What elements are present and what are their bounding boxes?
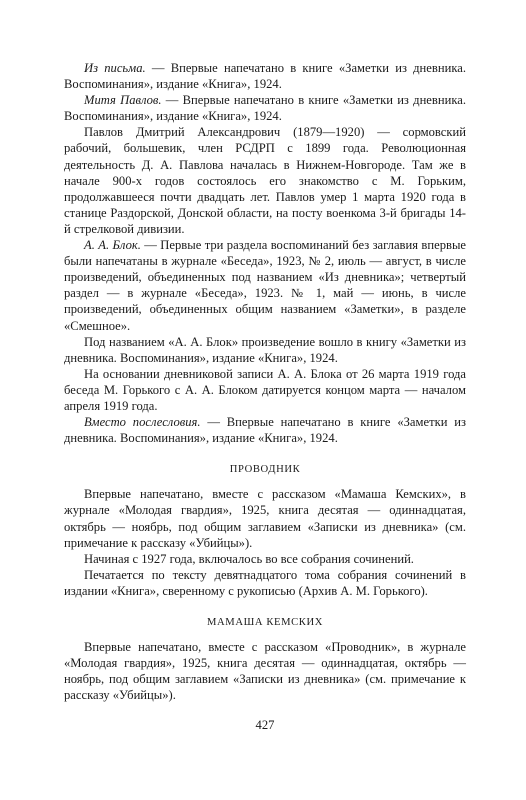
provodnik-paragraph: Начиная с 1927 года, включалось во все собрания сочинений. — [84, 551, 414, 566]
provodnik-paragraph: Впервые напечатано, вместе с рассказом «Мамаша Кемских», в журнале «Молодая гвардия», 1925, книга десятая — одиннадцатая, октябрь — ноябрь, под общим заглавием «Записки из дневника» (см. примечание к рассказу «Убийцы»). — [64, 487, 466, 550]
note-pavlov-bio — [64, 124, 466, 237]
page-text-block — [64, 60, 466, 746]
note-mitya-pavlov — [64, 92, 466, 124]
page-number: 427 — [255, 718, 275, 733]
note-vmesto-posleslovia — [64, 414, 466, 446]
mamasha-paragraph: Впервые напечатано, вместе с рассказом «Проводник», в журнале «Молодая гвардия», 1925, книга десятая — одиннадцатая, октябрь — ноябрь, под общим заглавием «Записки из дневника» (см. примечание к рассказу «Убийцы»). — [64, 640, 466, 703]
note-text: Под названием «А. А. Блок» произведение вошло в книгу «Заметки из дневника. Воспоминания», издание «Книга», 1924. — [64, 334, 466, 365]
note-text: — Первые три раздела воспоминаний без заглавия впервые были напечатаны в журнале «Беседа», 1923, № 2, июль — август, в числе произведений, объединенных под названием «Из дневника»; четвертый раздел — в журнале «Беседа», 1923. № 1, май — июнь, в числе произведений, объединенных общим названием «Заметки», в разделе «Смешное». — [64, 238, 467, 333]
section-heading-provodnik: ПРОВОДНИК — [229, 464, 301, 476]
note-text: — Впервые напечатано в книге «Заметки из дневника. Воспоминания», издание «Книга», 1924. — [64, 93, 466, 124]
note-iz-pisma — [64, 60, 466, 92]
note-text: — Впервые напечатано в книге «Заметки из дневника. Воспоминания», издание «Книга», 1924. — [64, 61, 466, 92]
note-title: Митя Павлов. — [84, 93, 162, 108]
provodnik-paragraph: Печатается по тексту девятнадцатого тома собрания сочинений в издании «Книга», сверенному с рукописью (Архив А. М. Горького). — [64, 567, 466, 598]
note-text: Павлов Дмитрий Александрович (1879—1920) — сормовский рабочий, большевик, член РСДРП с 1899 года. Революционная деятельность Д. А. Павлова началась в Нижнем-Новгороде. Там же в начале 900-х годов состоялось его знакомство с М. Горьким, продолжавшееся почти двадцать лет. Павлов умер 1 марта 1920 года в станице Раздорской, Донской области, на посту военкома 3-й бригады 14-й стрелковой дивизии. — [64, 125, 466, 236]
note-blok-date — [64, 366, 466, 414]
note-blok-title — [64, 334, 466, 366]
note-title: А. А. Блок. — [84, 238, 141, 253]
section-heading-mamasha-kemskikh: МАМАША КЕМСКИХ — [207, 617, 323, 628]
note-blok — [64, 237, 466, 334]
note-title: Из письма. — [84, 61, 146, 75]
note-text: — Впервые напечатано в книге «Заметки из дневника. Воспоминания», издание «Книга», 1924. — [64, 415, 466, 446]
note-text: На основании дневниковой записи А. А. Блока от 26 марта 1919 года беседа М. Горького с А. А. Блоком датируется концом марта — началом апреля 1919 года. — [64, 366, 466, 413]
note-title: Вместо послесловия. — [84, 415, 201, 430]
